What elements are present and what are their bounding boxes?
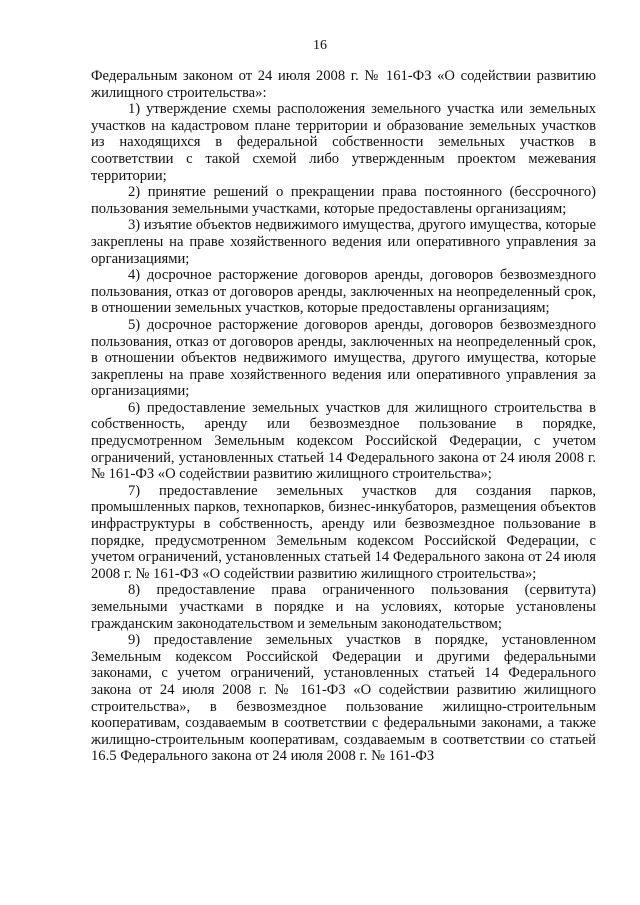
paragraph-item-7: 7) предоставление земельных участков для создания парков, промышленных парков, технопарков, бизнес-инкубаторов, размещения объектов инфраструктуры в собственность, аренду или безвозмездное пользование в порядке, предусмотренном Земельным кодексом Российской Федерации, с учетом ограничений, установленных статьей 14 Федерального закона от 24 июля 2008 г. № 161-ФЗ «О содействии развитию жилищного строительства»;	[91, 482, 596, 582]
paragraph-item-4: 4) досрочное расторжение договоров аренды, договоров безвозмездного пользования, отказ от договоров аренды, заключенных на неопределенный срок, в отношении земельных участков, которые предоставлены организациям;	[91, 267, 596, 317]
paragraph-item-5: 5) досрочное расторжение договоров аренды, договоров безвозмездного пользования, отказ от договоров аренды, заключенных на неопределенный срок, в отношении объектов недвижимого имущества, другого имущества, которые закреплены на праве хозяйственного ведения или оперативного управления за организациями;	[91, 316, 596, 400]
paragraph-item-2: 2) принятие решений о прекращении права постоянного (бессрочного) пользования земельными участками, которые предоставлены организациям;	[91, 184, 596, 217]
paragraph-intro: Федеральным законом от 24 июля 2008 г. № 161-ФЗ «О содействии развитию жилищного строительства»:	[91, 68, 596, 101]
paragraph-item-3: 3) изъятие объектов недвижимого имущества, другого имущества, которые закреплены на праве хозяйственного ведения или оперативного управления за организациями;	[91, 217, 596, 267]
paragraph-item-1: 1) утверждение схемы расположения земельного участка или земельных участков на кадастровом плане территории и образование земельных участков из находящихся в федеральной собственности земельных участков в соответствии с такой схемой либо утвержденным проектом межевания территории;	[91, 101, 596, 184]
paragraph-item-8: 8) предоставление права ограниченного пользования (сервитута) земельными участками в порядке и на условиях, которые установлены гражданским законодательством и земельным законодательством;	[91, 582, 596, 632]
page-number: 16	[313, 38, 327, 53]
paragraph-item-9: 9) предоставление земельных участков в порядке, установленном Земельным кодексом Российской Федерации и другими федеральными законами, с учетом ограничений, установленных статьей 14 Федерального закона от 24 июля 2008 г. № 161-ФЗ «О содействии развитию жилищного строительства», в безвозмездное пользование жилищно-строительным кооперативам, создаваемым в соответствии с федеральными законами, а также жилищно-строительным кооперативам, создаваемым в соответствии со статьей 16.5 Федерального закона от 24 июля 2008 г. № 161-ФЗ	[91, 632, 596, 765]
document-body	[91, 68, 596, 765]
paragraph-item-6: 6) предоставление земельных участков для жилищного строительства в собственность, аренду или безвозмездное пользование в порядке, предусмотренном Земельным кодексом Российской Федерации, с учетом ограничений, установленных статьей 14 Федерального закона от 24 июля 2008 г. № 161-ФЗ «О содействии развитию жилищного строительства»;	[91, 399, 596, 483]
